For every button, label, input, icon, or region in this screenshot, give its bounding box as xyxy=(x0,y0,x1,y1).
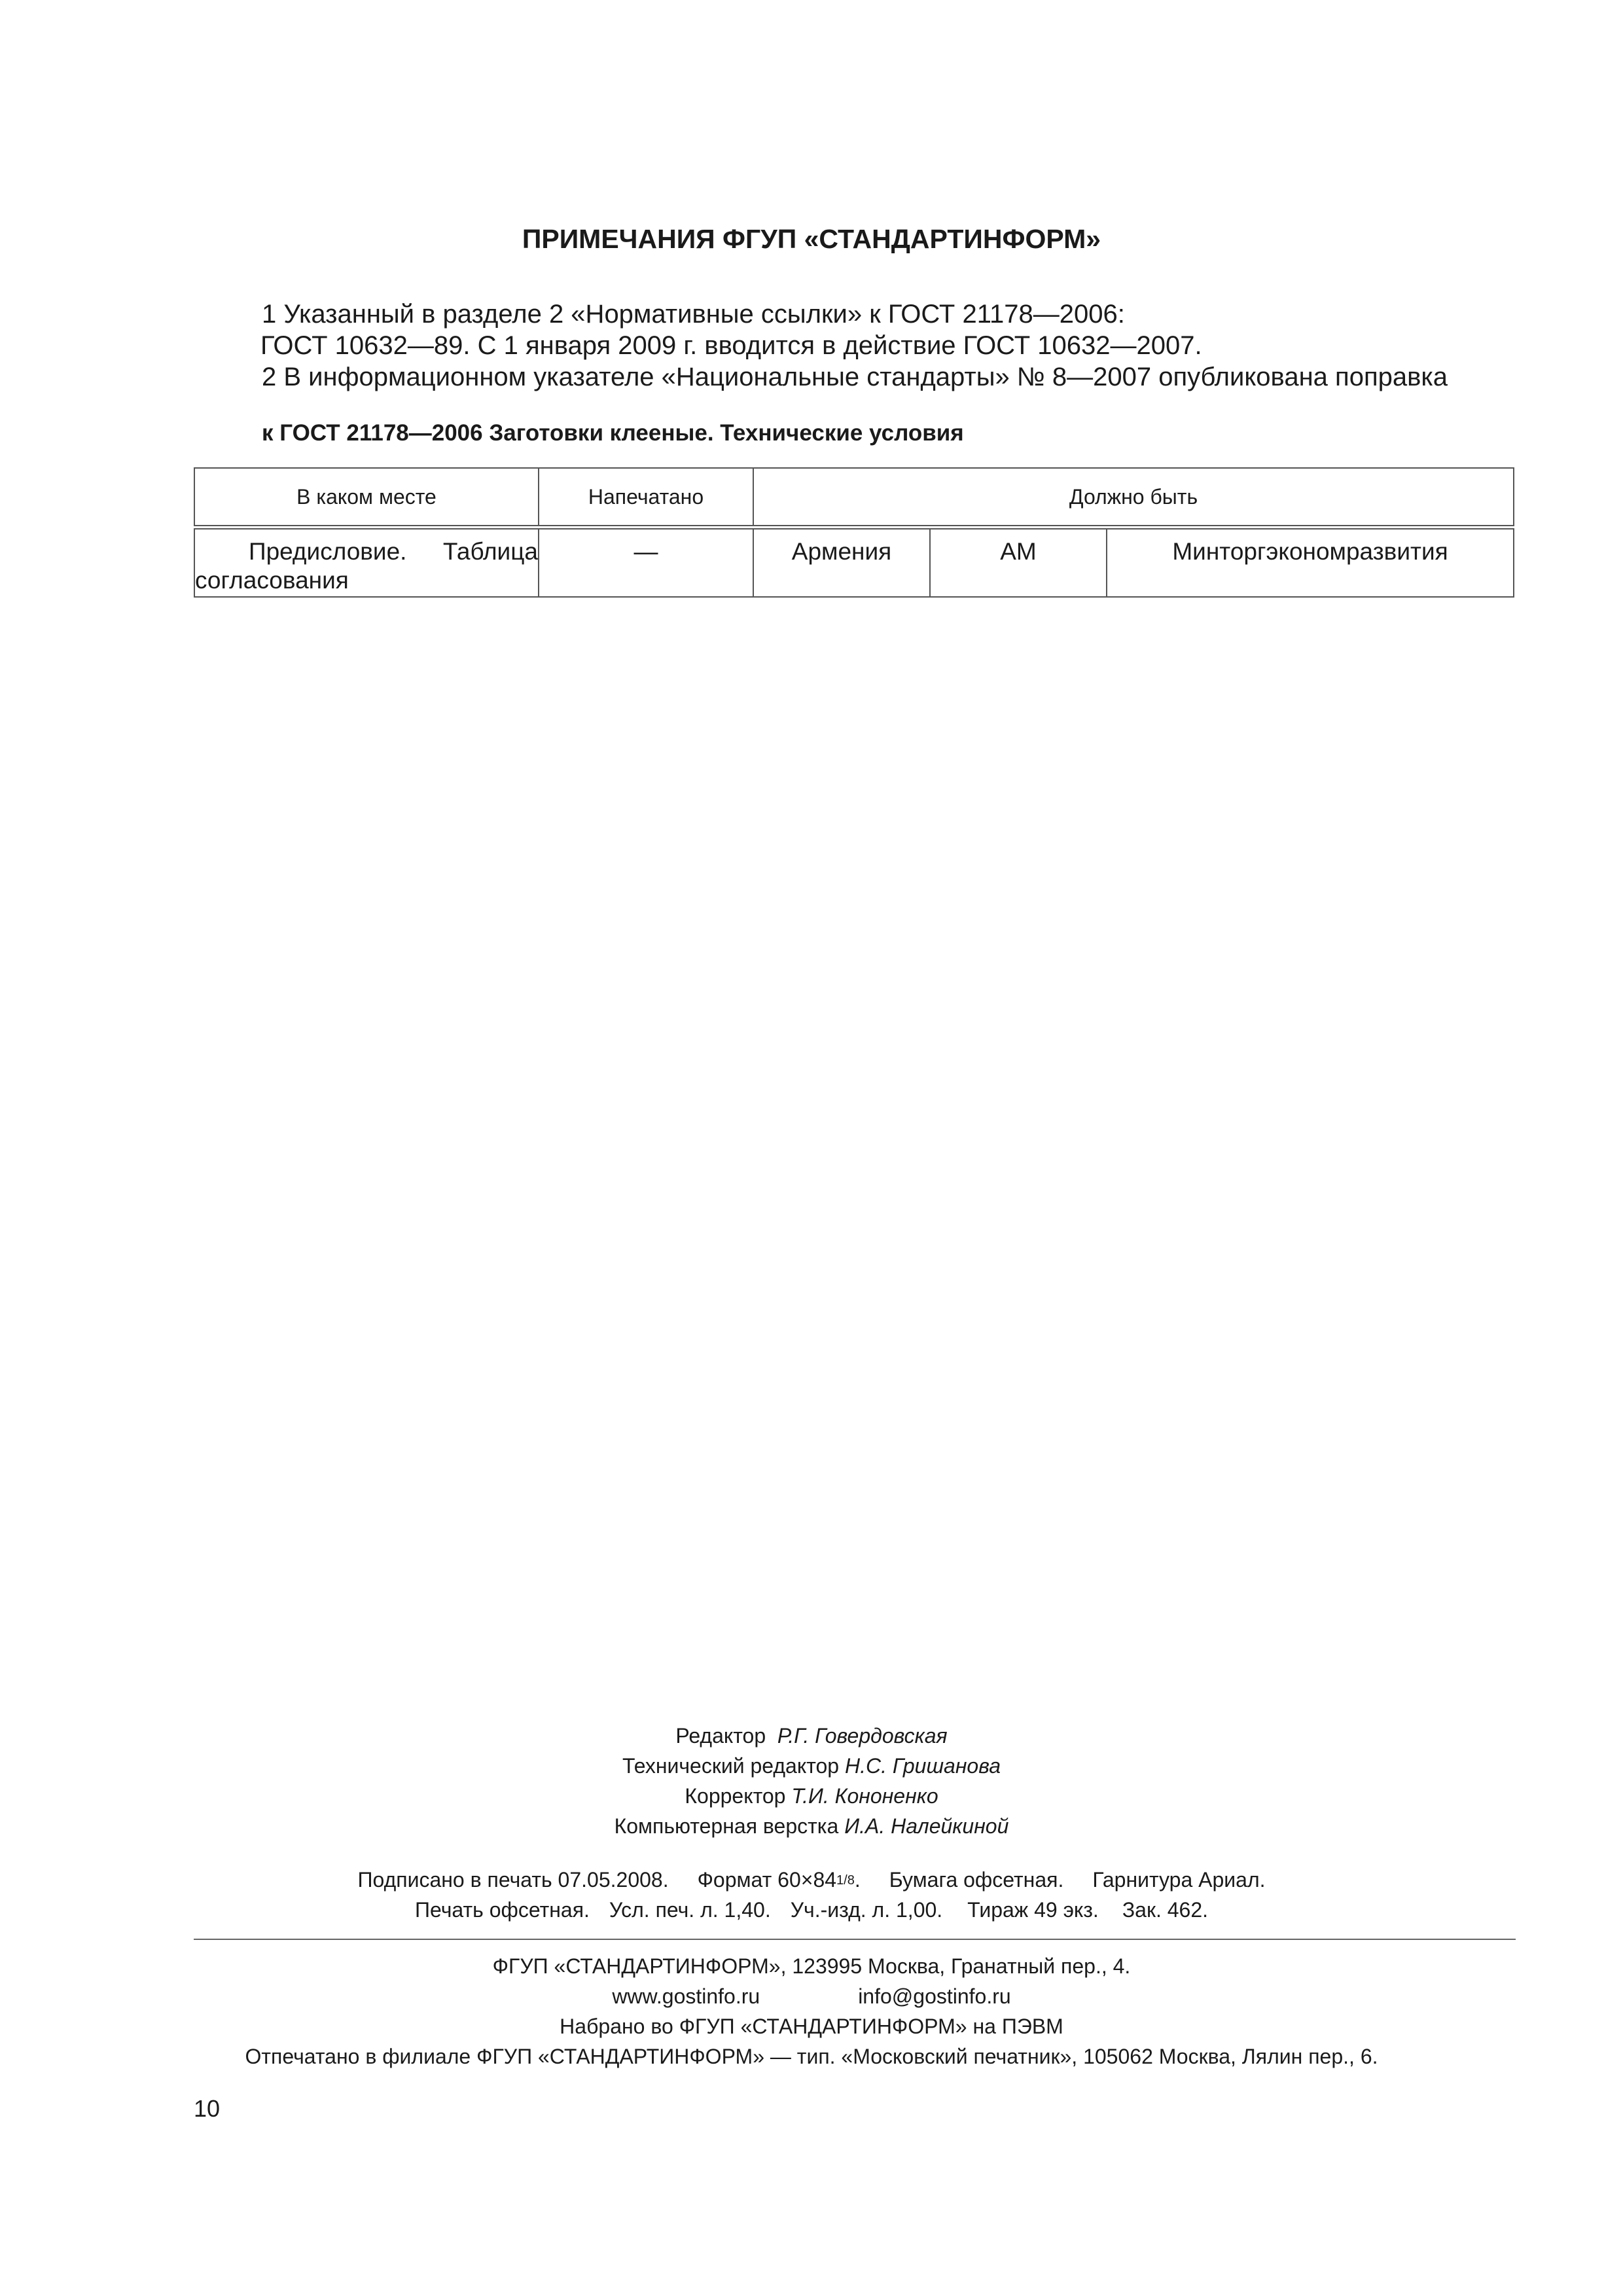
print-info-line-1 xyxy=(0,1867,1623,1893)
credit-name: Н.С. Гришанова xyxy=(844,1754,1001,1778)
divider xyxy=(194,1939,1516,1940)
credit-role: Компьютерная верстка xyxy=(614,1814,839,1838)
credit-layout xyxy=(0,1813,1623,1839)
note-1-continued: ГОСТ 10632—89. С 1 января 2009 г. вводится в действие ГОСТ 10632—2007. xyxy=(260,331,1202,360)
cell-country: Армения xyxy=(753,528,930,598)
format-fraction: 1/8 xyxy=(836,1873,855,1888)
header-printed: Напечатано xyxy=(539,468,753,528)
credit-tech-editor xyxy=(0,1753,1623,1779)
table-caption: к ГОСТ 21178—2006 Заготовки клееные. Технические условия xyxy=(262,420,964,446)
header-should-be: Должно быть xyxy=(753,468,1514,528)
cell-where: Предисловие. Таблица согласования xyxy=(194,528,539,598)
credit-role: Технический редактор xyxy=(622,1754,840,1778)
format-end: . xyxy=(854,1868,861,1892)
credit-name: Т.И. Кононенко xyxy=(791,1784,938,1808)
credit-name: Р.Г. Говердовская xyxy=(777,1724,948,1748)
page-number: 10 xyxy=(194,2095,221,2122)
note-1: 1 Указанный в разделе 2 «Нормативные ссылки» к ГОСТ 21178—2006: xyxy=(262,300,1125,329)
credit-name: И.А. Налейкиной xyxy=(844,1814,1009,1838)
publisher-contacts xyxy=(0,1983,1623,2009)
typeset-note: Набрано во ФГУП «СТАНДАРТИНФОРМ» на ПЭВМ xyxy=(560,2015,1063,2038)
table-header-row xyxy=(194,468,1514,528)
paper-type: Бумага офсетная. xyxy=(889,1868,1064,1892)
errata-table xyxy=(194,467,1514,598)
print-type: Печать офсетная. xyxy=(415,1898,590,1922)
cell-printed: — xyxy=(539,528,753,598)
credit-editor xyxy=(0,1723,1623,1749)
edit-sheets: Уч.-изд. л. 1,00. xyxy=(790,1898,943,1922)
print-run: Тираж 49 экз. xyxy=(967,1898,1099,1922)
font-type: Гарнитура Ариал. xyxy=(1092,1868,1266,1892)
table-row xyxy=(194,528,1514,598)
credit-role: Корректор xyxy=(685,1784,786,1808)
credit-role: Редактор xyxy=(675,1724,766,1748)
page-title: ПРИМЕЧАНИЯ ФГУП «СТАНДАРТИНФОРМ» xyxy=(522,224,1101,254)
print-sheets: Усл. печ. л. 1,40. xyxy=(609,1898,771,1922)
cell-agency: Минторгэкономразвития xyxy=(1107,528,1514,598)
publisher-website[interactable]: www.gostinfo.ru xyxy=(612,1984,760,2008)
note-2: 2 В информационном указателе «Национальные стандарты» № 8—2007 опубликована поправка xyxy=(262,363,1448,391)
signed-date: Подписано в печать 07.05.2008. xyxy=(357,1868,669,1892)
credit-proofreader xyxy=(0,1783,1623,1809)
cell-code: AM xyxy=(930,528,1107,598)
printed-note: Отпечатано в филиале ФГУП «СТАНДАРТИНФОРМ» — тип. «Московский печатник», 105062 Москва, Лялин пер., 6. xyxy=(245,2045,1378,2068)
order-number: Зак. 462. xyxy=(1122,1898,1208,1922)
publisher-email[interactable]: info@gostinfo.ru xyxy=(858,1984,1011,2008)
header-where: В каком месте xyxy=(194,468,539,528)
format-label: Формат 60×84 xyxy=(697,1868,837,1892)
print-info-line-2 xyxy=(0,1897,1623,1923)
publisher-address: ФГУП «СТАНДАРТИНФОРМ», 123995 Москва, Гранатный пер., 4. xyxy=(492,1954,1131,1978)
